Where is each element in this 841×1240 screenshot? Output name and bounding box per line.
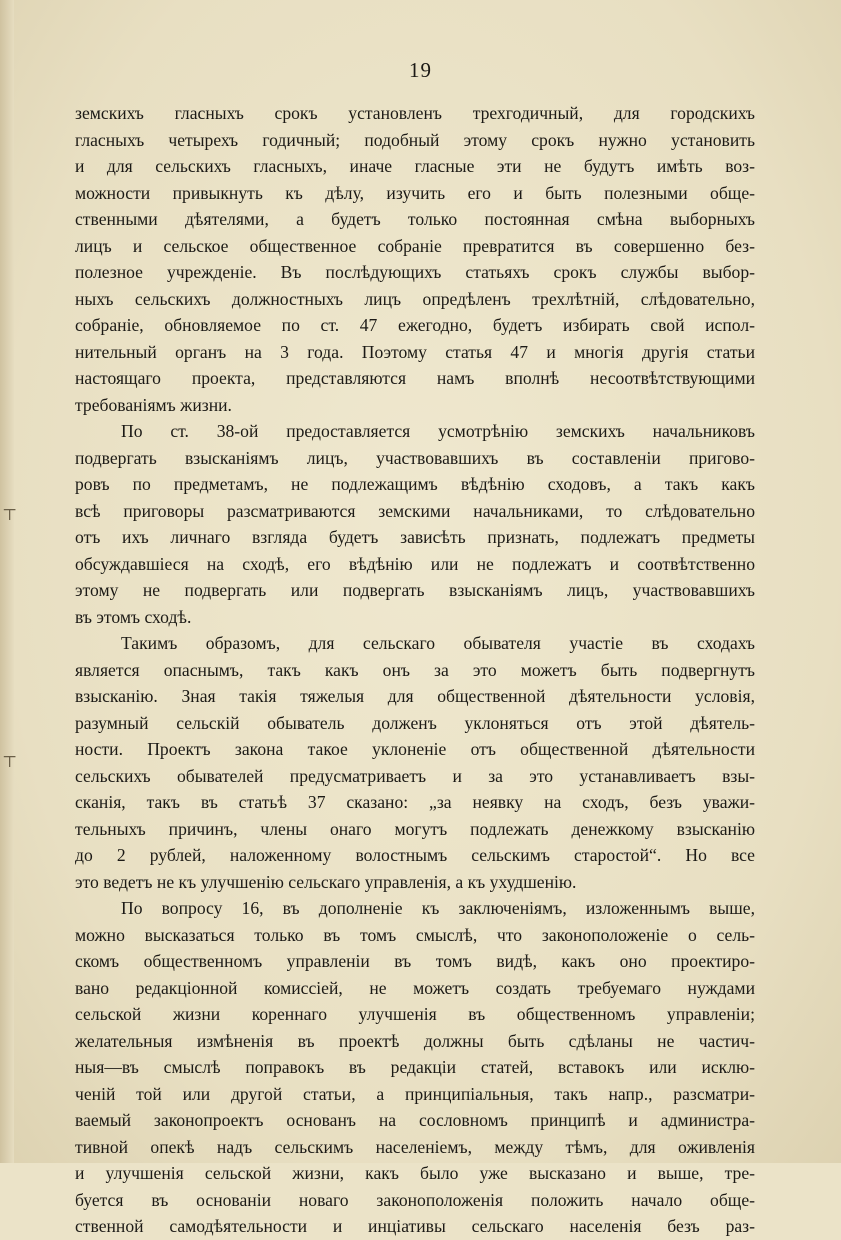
- text-line: ровъ по предметамъ, не подлежащимъ вѣдѣнію сходовъ, а такъ какъ: [75, 474, 755, 494]
- page-binding-edge: [0, 0, 14, 1163]
- text-line: собраніе, обновляемое по ст. 47 ежегодно, будетъ избирать свой испол-: [75, 315, 755, 335]
- text-line: желательныя измѣненія въ проектѣ должны быть сдѣланы не частич-: [75, 1030, 755, 1051]
- text-line: этому не подвергать или подвергать взысканіямъ лицъ, участвовавшихъ: [75, 580, 755, 600]
- text-line: тивной опекѣ надъ сельскимъ населеніемъ, между тѣмъ, для оживленія: [75, 1136, 755, 1157]
- text-line: буется въ основаніи новаго законоположенія положить начало обще-: [75, 1189, 755, 1210]
- text-line: отъ ихъ личнаго взгляда будетъ зависѣть признать, подлежатъ предметы: [75, 527, 755, 547]
- text-line: всѣ приговоры разсматриваются земскими начальниками, то слѣдовательно: [75, 500, 755, 521]
- paragraph: [75, 630, 755, 895]
- text-line: и улучшенія сельской жизни, какъ было уже высказано и выше, тре-: [75, 1163, 755, 1183]
- text-line: обсуждавшіеся на сходѣ, его вѣдѣнію или не подлежатъ и соотвѣтственно: [75, 553, 755, 574]
- text-line: требованіямъ жизни.: [75, 394, 232, 415]
- text-line: въ этомъ сходѣ.: [75, 606, 192, 627]
- text-line: сканія, такъ въ статьѣ 37 сказано: „за неявку на сходъ, безъ уважи-: [75, 792, 755, 812]
- text-line: сельской жизни кореннаго улучшенія въ общественномъ управленіи;: [75, 1004, 755, 1024]
- paragraph: [75, 895, 755, 1240]
- text-line: тельныхъ причинъ, члены онаго могутъ подлежать денежкому взысканію: [75, 818, 755, 839]
- text-line: скомъ общественномъ управленіи въ томъ видѣ, какъ оно проектиро-: [75, 951, 755, 971]
- text-line: полезное учрежденіе. Въ послѣдующихъ статьяхъ срокъ службы выбор-: [75, 262, 755, 282]
- text-line: взысканію. Зная такія тяжелыя для общественной дѣятельности условія,: [75, 686, 755, 706]
- text-line: можности привыкнуть къ дѣлу, изучить его и быть полезными обще-: [75, 182, 755, 203]
- text-line: нительный органъ на 3 года. Поэтому статья 47 и многія другія статьи: [75, 341, 755, 362]
- text-line: можно высказаться только въ томъ смыслѣ, что законоположеніе о сель-: [75, 924, 755, 945]
- text-line: По ст. 38-ой предоставляется усмотрѣнію земскихъ начальниковъ: [121, 421, 755, 441]
- page-number: 19: [409, 58, 432, 82]
- text-line: ныя—въ смыслѣ поправокъ въ редакціи статей, вставокъ или исклю-: [75, 1057, 755, 1077]
- text-line: это ведетъ не къ улучшенію сельскаго управленія, а къ ухудшенію.: [75, 871, 577, 892]
- text-line: подвергать взысканіямъ лицъ, участвовавшихъ въ составленіи пригово-: [75, 447, 755, 468]
- margin-tick-mark: ⊤: [2, 754, 18, 771]
- text-line: настоящаго проекта, представляются намъ вполнѣ несоотвѣтствующими: [75, 368, 755, 388]
- text-line: гласныхъ четырехъ годичный; подобный этому срокъ нужно установить: [75, 129, 755, 150]
- text-line: до 2 рублей, наложенному волостнымъ сельскимъ старостой“. Но все: [75, 845, 755, 865]
- text-line: сельскихъ обывателей предусматриваетъ и за это устанавливаетъ взы-: [75, 765, 755, 786]
- text-line: и для сельскихъ гласныхъ, иначе гласные эти не будутъ имѣть воз-: [75, 156, 755, 176]
- paragraph: [75, 418, 755, 630]
- text-line: лицъ и сельское общественное собраніе превратится въ совершенно без-: [75, 235, 755, 256]
- text-line: является опаснымъ, такъ какъ онъ за это можетъ быть подвергнутъ: [75, 659, 755, 680]
- body-text: [75, 100, 755, 1240]
- text-line: ственной самодѣятельности и инціативы сельскаго населенія безъ раз-: [75, 1216, 755, 1236]
- text-line: Такимъ образомъ, для сельскаго обывателя участіе въ сходахъ: [121, 633, 755, 653]
- text-line: ныхъ сельскихъ должностныхъ лицъ опредѣленъ трехлѣтній, слѣдовательно,: [75, 288, 755, 309]
- paragraph: [75, 100, 755, 418]
- text-line: земскихъ гласныхъ срокъ установленъ трехгодичный, для городскихъ: [75, 103, 755, 123]
- text-line: разумный сельскій обыватель долженъ уклоняться отъ этой дѣятель-: [75, 712, 755, 733]
- text-line: вано редакціонной комиссіей, не можетъ создать требуемаго нуждами: [75, 977, 755, 998]
- text-line: ности. Проектъ закона такое уклоненіе отъ общественной дѣятельности: [75, 739, 755, 759]
- text-line: ченій той или другой статьи, а принципіальныя, такъ напр., разсматри-: [75, 1083, 755, 1104]
- text-line: ственными дѣятелями, а будетъ только постоянная смѣна выборныхъ: [75, 209, 755, 229]
- margin-tick-mark: ⊤: [2, 507, 18, 524]
- text-line: ваемый законопроектъ основанъ на сословномъ принципѣ и администра-: [75, 1110, 755, 1130]
- text-line: По вопросу 16, въ дополненіе къ заключеніямъ, изложеннымъ выше,: [121, 898, 755, 918]
